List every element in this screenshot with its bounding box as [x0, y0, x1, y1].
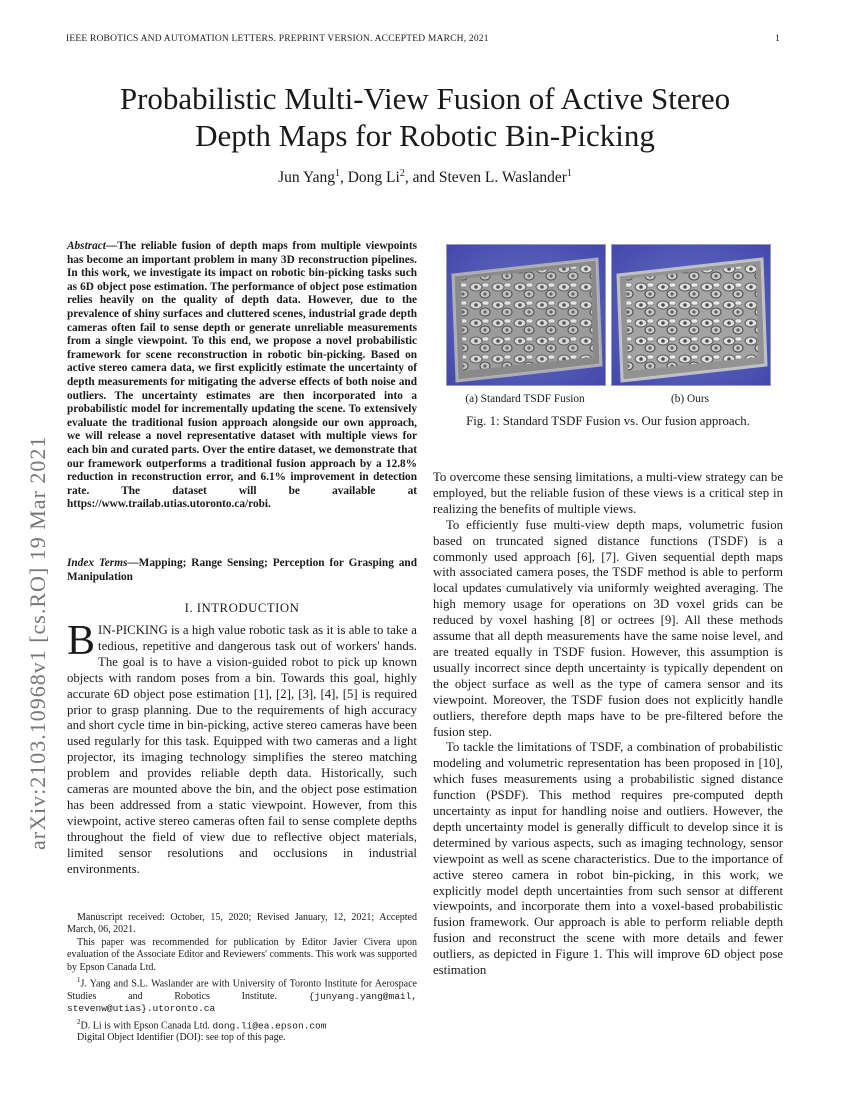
footnote-received: Manuscript received: October, 15, 2020; Revised January, 12, 2021; Accepted March, 06, 2021.	[67, 912, 417, 936]
abstract	[67, 240, 417, 512]
email-1: {junyang.yang@mail, stevenw@utias}.utoronto.ca	[67, 990, 418, 1015]
author-2-affil: 2	[399, 168, 405, 179]
index-terms	[67, 557, 417, 584]
footnote-affiliation-2: $^2$D. Li is with Epson Canada Ltd. dong.li@ea.epson.com	[77, 1017, 327, 1031]
introduction-paragraph	[67, 618, 417, 878]
title-line-2: Depth Maps for Robotic Bin-Picking	[195, 118, 655, 153]
section-heading-introduction: I. INTRODUCTION	[184, 601, 300, 615]
paragraph-2: To efficiently fuse multi-view depth maps, volumetric fusion based on truncated signed distance functions (TSDF) is a commonly used approach [6], [7]. Given sequential depth maps with associated camera poses, the TSDF method is able to perform local updates cumulatively via uniformly weighted averaging. The high memory usage for operations on 3D voxel grids can be reduced by voxel hashing [8] or octrees [9]. All these methods assume that all depth measurements have the same noise level, and are treated equally in TSDF fusion. However, this assumption is usually incorrect since depth uncertainty is typically dependent on the object surface as well as the type of camera sensor and its viewpoint. Moreover, the TSDF fusion does not explicitly handle outliers, therefore depth maps have to be pre-filtered before the fusion step.	[433, 517, 783, 739]
footnote-recommended: This paper was recommended for publication by Editor Javier Civera upon evaluation of the Associate Editor and Reviewers' comments. This work was supported by Epson Canada Ltd.	[67, 936, 417, 973]
abstract-label: Abstract	[67, 240, 106, 252]
index-terms-label: Index Terms	[67, 557, 128, 569]
figure-1a-caption: (a) Standard TSDF Fusion	[465, 393, 585, 405]
figure-1-caption: Fig. 1: Standard TSDF Fusion vs. Our fusion approach.	[466, 414, 750, 428]
author-list: Jun Yang$^1$, Dong Li$^2$, and Steven L. Waslander$^1$	[278, 168, 572, 187]
paragraph-3: To tackle the limitations of TSDF, a combination of probabilistic modeling and volumetric representation has been proposed in [10], which fuses measurements using a probabilistic signed distance function (PSDF). This method requires pre-computed depth uncertainty as input for handling noise and outliers. However, the depth uncertainty model is generally difficult to develop since it is determined by various aspects, such as imaging technology, sensor viewpoint as well as scene characteristics. Due to the importance of active stereo camera in robot bin-picking, in this work, we explicitly model depth uncertainties from such sensor at different viewpoints, and incorporate them into a voxel-based probabilistic fusion framework. Our approach is able to perform reliable depth fusion and reconstruct the scene with more details and fewer outliers, as depicted in Figure 1. This will improve 6D object pose estimation	[433, 740, 783, 978]
page-number: 1	[775, 34, 780, 44]
footnote-affiliation-1: $^1$J. Yang and S.L. Waslander are with University of Toronto Institute for Aerospace Studies and Robotics Institute. {junyang.yang@mail, stevenw@utias}.utoronto.ca	[67, 976, 418, 1015]
running-header: IEEE ROBOTICS AND AUTOMATION LETTERS. PREPRINT VERSION. ACCEPTED MARCH, 2021	[66, 34, 489, 44]
footnote-doi: Digital Object Identifier (DOI): see top of this page.	[77, 1032, 286, 1044]
right-column-text	[433, 470, 783, 979]
author-1: Jun Yang	[278, 169, 335, 187]
drop-cap: B	[67, 618, 96, 664]
paragraph-1: To overcome these sensing limitations, a multi-view strategy can be employed, but the reliable fusion of these views is a critical step in realizing the benefits of multiple views.	[433, 470, 783, 516]
abstract-text: —The reliable fusion of depth maps from multiple viewpoints has become an important problem in many 3D reconstruction pipelines. In this work, we investigate its impact on robotic bin-picking tasks such as 6D object pose estimation. The performance of object pose estimation relies heavily on the quality of depth data. However, due to the prevalence of shiny surfaces and cluttered scenes, industrial grade depth cameras often fail to sense depth or generate unreliable measurements from a single viewpoint. To this end, we propose a novel probabilistic framework for scene reconstruction in robotic bin-picking. Based on active stereo camera data, we first explicitly estimate the uncertainty of depth measurements for mitigating the adverse effects of both noise and outliers. The uncertainty estimates are then incorporated into a probabilistic model for incrementally updating the scene. To extensively evaluate the traditional fusion approach alongside our own approach, we will release a novel representative dataset with multiple views for each bin and curated parts. Over the entire dataset, we demonstrate that our framework outperforms a traditional fusion approach by a 12.8% reduction in reconstruction error, and 6.1% improvement in detection rate. The dataset will be available at https://www.trailab.utias.utoronto.ca/robi.	[67, 240, 417, 511]
figure-1a-image	[446, 244, 606, 386]
introduction-text: IN-PICKING is a high value robotic task as it is able to take a tedious, repetitive and dangerous task out of workers' hands. The goal is to have a vision-guided robot to pick up known objects with random poses from a bin. Towards this goal, highly accurate 6D object pose estimation [1], [2], [3], [4], [5] is required prior to grasp planning. Due to the requirements of high accuracy and short cycle time in bin-picking, active stereo cameras have been used regularly for this task. Equipped with two cameras and a light projector, its imaging technology simplifies the stereo matching problem and provides reliable depth data. Historically, such cameras are mounted above the bin, and the object pose estimation has been addressed from a static viewpoint. However, from this viewpoint, active stereo cameras often fail to sense complete depths throughout the field of view due to reflective object materials, limited sensor resolutions and occlusions in industrial environments.	[67, 623, 417, 876]
paper-title	[40, 80, 810, 154]
figure-1b-image	[611, 244, 771, 386]
index-terms-text: —Mapping; Range Sensing; Perception for Grasping and Manipulation	[67, 557, 417, 583]
email-2: dong.li@ea.epson.com	[212, 1019, 327, 1031]
author-1-affil: 1	[334, 168, 340, 179]
author-2: Dong Li	[347, 169, 400, 187]
author-3: and Steven L. Waslander	[412, 169, 567, 187]
footnotes	[67, 912, 417, 1045]
author-3-affil: 1	[566, 168, 572, 179]
arxiv-watermark: arXiv:2103.10968v1 [cs.RO] 19 Mar 2021	[25, 435, 50, 850]
title-line-1: Probabilistic Multi-View Fusion of Active Stereo	[119, 81, 731, 116]
figure-1b-caption: (b) Ours	[671, 393, 709, 405]
